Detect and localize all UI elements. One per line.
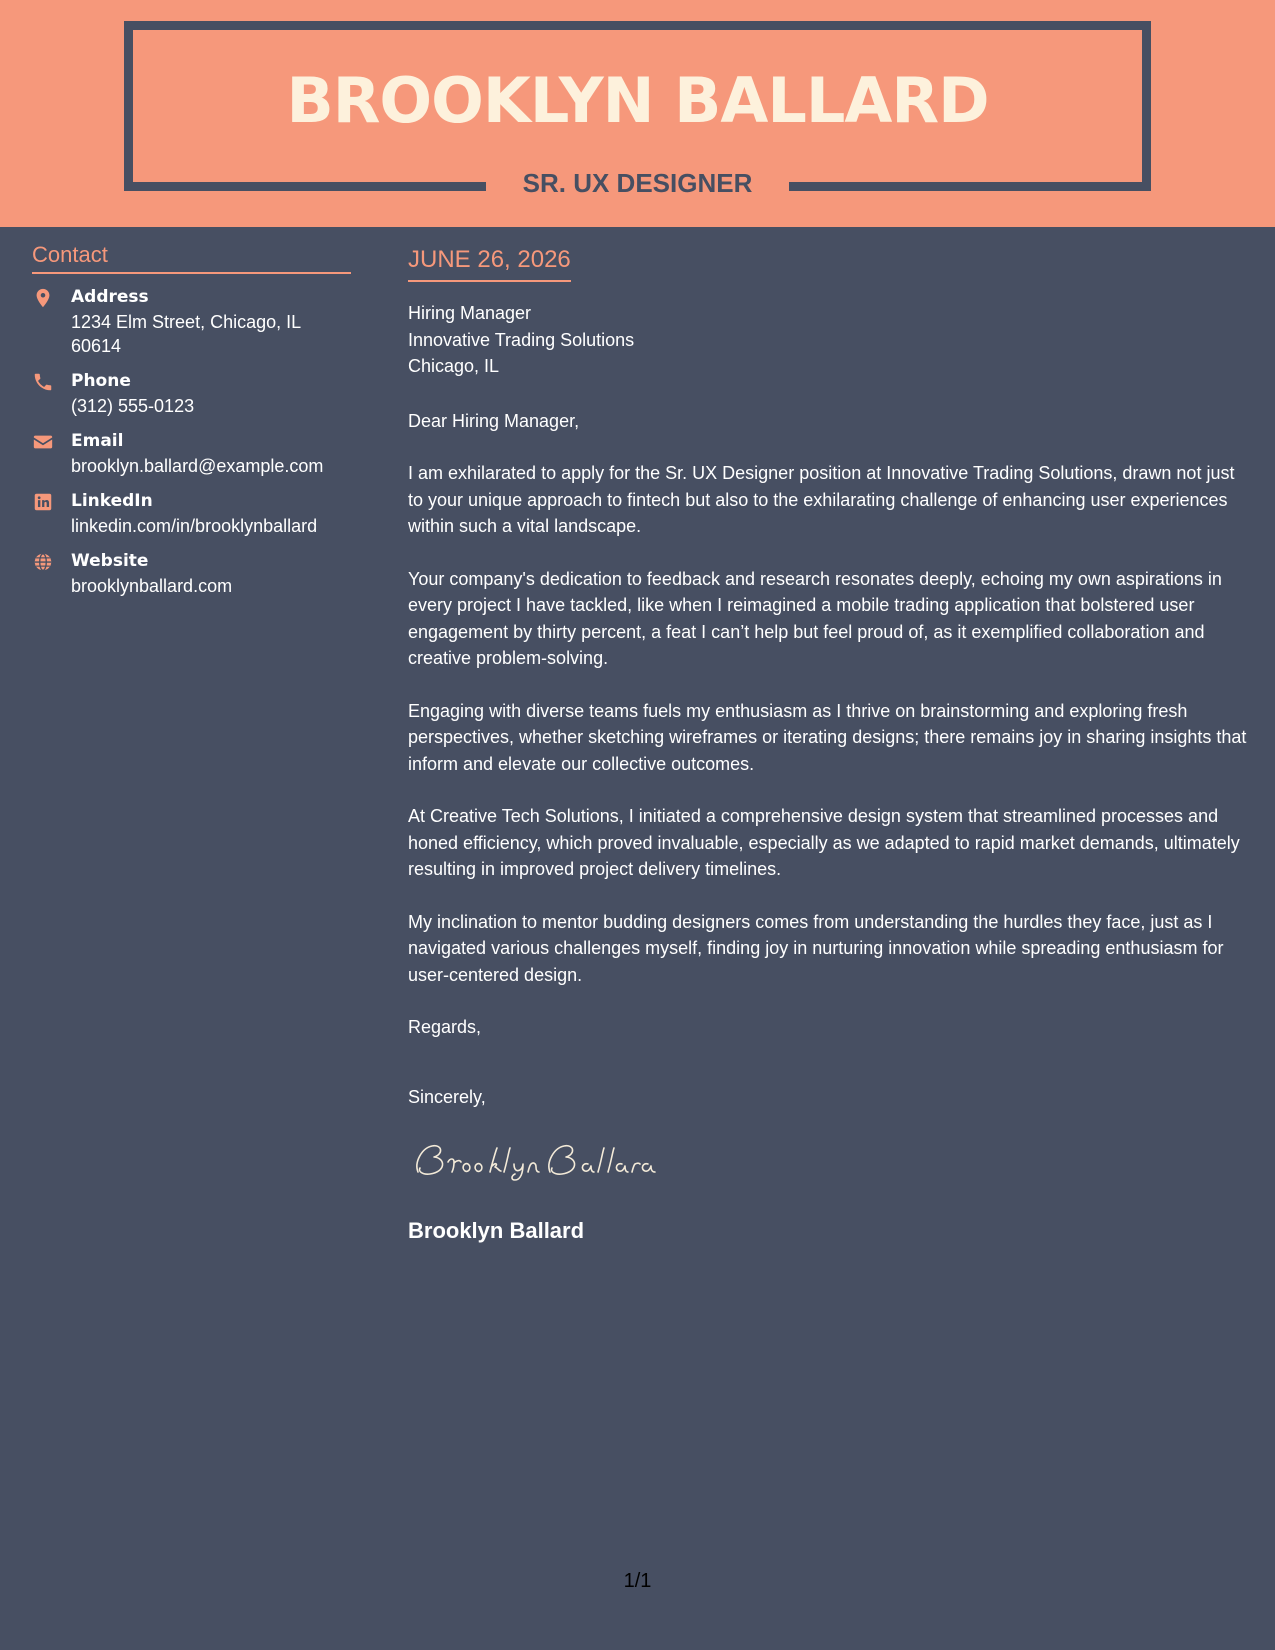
contact-label: Phone [71, 371, 131, 391]
map-pin-icon [32, 287, 54, 309]
signer-name: Brooklyn Ballard [408, 1217, 585, 1243]
contact-item-email [32, 429, 351, 478]
letter-paragraph: At Creative Tech Solutions, I initiated a comprehensive design system that streamlined processes and honed efficiency, which proved invaluable, especially as we adapted to rapid market demands, ultimately resulting in improved project delivery timelines. [408, 806, 1240, 879]
contact-label: Address [71, 287, 149, 307]
contact-label: LinkedIn [71, 491, 153, 511]
salutation: Dear Hiring Manager, [408, 410, 580, 431]
contact-value: linkedin.com/in/brooklynballard [71, 516, 318, 536]
contact-title: Contact [32, 240, 351, 274]
contact-label: Email [71, 431, 124, 451]
candidate-role: SR. UX DESIGNER [522, 168, 753, 198]
recipient-line: Chicago, IL [408, 356, 500, 376]
page-number: 1/1 [623, 1570, 652, 1592]
contact-value: brooklynballard.com [71, 576, 233, 596]
signature-image [408, 1136, 678, 1186]
linkedin-icon [32, 491, 54, 513]
contact-item-phone [32, 369, 351, 418]
letter-paragraph: My inclination to mentor budding designers comes from understanding the hurdles they face, just as I navigated various challenges myself, finding joy in nurturing innovation while spreading enthusiasm for user-centered design. [408, 911, 1224, 985]
phone-icon [32, 371, 54, 393]
contact-item-linkedin [32, 489, 351, 538]
header-banner [0, 0, 1275, 227]
globe-icon [32, 551, 54, 573]
contact-item-address [32, 285, 351, 358]
contact-value: (312) 555-0123 [71, 396, 195, 416]
closing: Regards, [408, 1017, 482, 1037]
recipient-line: Hiring Manager [408, 303, 532, 323]
contact-label: Website [71, 551, 149, 571]
contact-item-website [32, 549, 351, 598]
contact-sidebar [32, 240, 351, 598]
letter-paragraph: Engaging with diverse teams fuels my enthusiasm as I thrive on brainstorming and exploring fresh perspectives, whether sketching wireframes or iterating designs; there remains joy in sharing insights that inform and elevate our collective outcomes. [408, 700, 1247, 774]
recipient-block [408, 300, 1250, 380]
recipient-line: Innovative Trading Solutions [408, 329, 635, 350]
candidate-name: BROOKLYN BALLARD [286, 64, 989, 137]
contact-value: brooklyn.ballard@example.com [71, 456, 324, 476]
contact-value: 1234 Elm Street, Chicago, IL 60614 [71, 312, 301, 356]
letter-paragraph: I am exhilarated to apply for the Sr. UX Designer position at Innovative Trading Solutions, drawn not just to your unique approach to fintech but also to the exhilarating challenge of enhancing user experiences within such a vital landscape. [408, 463, 1235, 536]
letter-body [408, 244, 1250, 1246]
signoff: Sincerely, [408, 1086, 486, 1107]
letter-date: JUNE 26, 2026 [408, 244, 571, 282]
envelope-icon [32, 431, 54, 453]
letter-paragraph: Your company's dedication to feedback and research resonates deeply, echoing my own aspirations in every project I have tackled, like when I reimagined a mobile trading application that bolstered user engagement by thirty percent, a feat I can’t help but feel proud of, as it exemplified collaboration and creative problem-solving. [408, 568, 1222, 668]
